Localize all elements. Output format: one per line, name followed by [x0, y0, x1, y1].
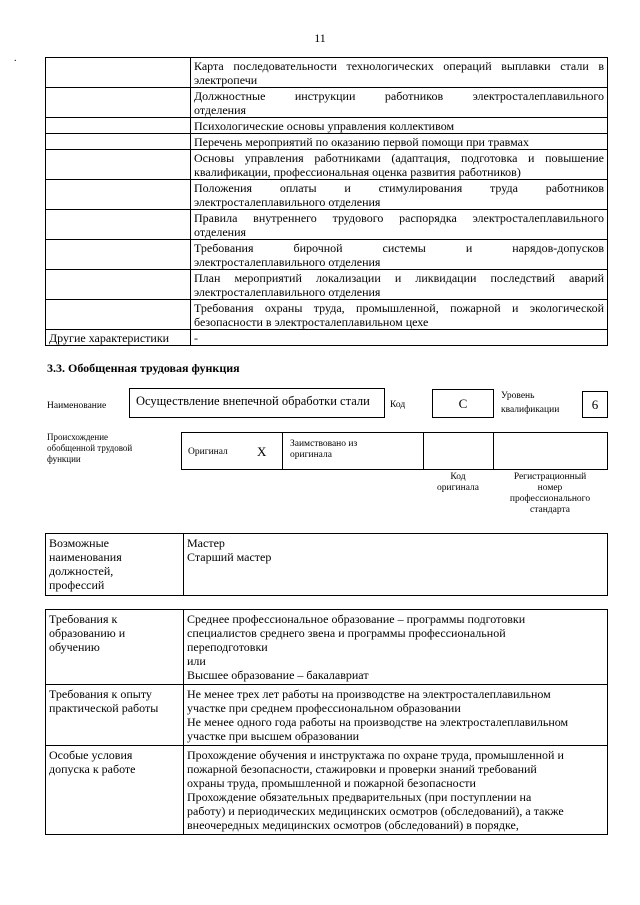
value-line: переподготовки: [187, 640, 268, 654]
borrowed-label-line: Заимствовано из: [290, 439, 358, 449]
label-line: допуска к работе: [49, 762, 136, 776]
knowledge-item: [191, 134, 608, 150]
knowledge-item-line: электросталеплавильного отделения: [194, 285, 381, 299]
knowledge-row-blank: [46, 240, 191, 270]
knowledge-item-line: Положения оплаты и стимулирования труда работников: [194, 181, 604, 195]
admission-label: [46, 746, 184, 835]
knowledge-item-line: Перечень мероприятий по оказанию первой помощи при травмах: [194, 135, 529, 149]
knowledge-row: [46, 58, 608, 88]
value-line: Прохождение обучения и инструктажа по охране труда, промышленной и: [187, 748, 564, 762]
positions-table: [45, 533, 608, 596]
knowledge-row-blank: [46, 58, 191, 88]
positions-label-line: профессий: [49, 578, 105, 592]
name-label: Наименование: [47, 401, 107, 411]
knowledge-row: [46, 180, 608, 210]
reg-caption-line: стандарта: [530, 505, 570, 515]
label-line: Требования к опыту: [49, 687, 152, 701]
knowledge-item-line: Психологические основы управления коллективом: [194, 119, 455, 133]
knowledge-item-line: Требования охраны труда, промышленной, пожарной и экологической: [194, 301, 604, 315]
knowledge-row: [46, 88, 608, 118]
other-characteristics-label: Другие характеристики: [46, 330, 191, 346]
knowledge-row: [46, 240, 608, 270]
knowledge-row: [46, 134, 608, 150]
value-line: охраны труда, промышленной и пожарной безопасности: [187, 776, 476, 790]
knowledge-row-blank: [46, 150, 191, 180]
label-line: Требования к: [49, 612, 118, 626]
positions-label-line: должностей,: [49, 564, 114, 578]
level-box: [582, 391, 608, 418]
knowledge-row-blank: [46, 88, 191, 118]
value-line: Не менее одного года работы на производстве на электросталеплавильном: [187, 715, 569, 729]
knowledge-table: [45, 57, 608, 346]
position-item: Мастер: [187, 536, 225, 550]
knowledge-item-line: электропечи: [194, 73, 258, 87]
borrowed-label-line: оригинала: [290, 450, 332, 460]
section-title: 3.3. Обобщенная трудовая функция: [47, 361, 240, 375]
original-label: Оригинал: [188, 447, 228, 457]
other-characteristics-value: -: [191, 330, 608, 346]
code-value: C: [458, 396, 468, 411]
education-value: [184, 610, 608, 685]
knowledge-row-blank: [46, 210, 191, 240]
other-characteristics-row: [46, 330, 608, 346]
label-line: Особые условия: [49, 748, 133, 762]
code-caption: [422, 472, 494, 494]
code-box: [432, 389, 494, 418]
reg-caption-line: номер: [537, 483, 563, 493]
origin-label-line: Происхождение: [47, 432, 109, 442]
knowledge-row-blank: [46, 134, 191, 150]
knowledge-row: [46, 210, 608, 240]
requirements-table: [45, 609, 608, 835]
value-line: пожарной безопасности, стажировки и проверки знаний требований: [187, 762, 537, 776]
knowledge-item-line: электросталеплавильного отделения: [194, 195, 381, 209]
reg-caption: [492, 472, 608, 516]
knowledge-item: [191, 300, 608, 330]
label-line: образованию и: [49, 626, 126, 640]
knowledge-item: [191, 180, 608, 210]
label-line: практической работы: [49, 701, 159, 715]
knowledge-item: [191, 210, 608, 240]
experience-value: [184, 685, 608, 746]
value-line: Высшее образование – бакалавриат: [187, 668, 369, 682]
knowledge-item: [191, 58, 608, 88]
name-box: [129, 388, 385, 418]
knowledge-item-line: Требования бирочной системы и нарядов-допусков: [194, 241, 604, 255]
value-line: участке при высшем образовании: [187, 729, 360, 743]
reg-caption-line: профессионального: [509, 494, 591, 504]
code-caption-line: оригинала: [437, 483, 479, 493]
knowledge-row-blank: [46, 270, 191, 300]
knowledge-item: [191, 118, 608, 134]
knowledge-item: [191, 240, 608, 270]
knowledge-row: [46, 118, 608, 134]
knowledge-item-line: безопасности в электросталеплавильном цехе: [194, 315, 429, 329]
knowledge-row-blank: [46, 180, 191, 210]
experience-label: [46, 685, 184, 746]
positions-label: [46, 534, 184, 596]
level-label-1: Уровень: [501, 391, 535, 401]
knowledge-item-line: Карта последовательности технологических операций выплавки стали в: [194, 59, 604, 73]
knowledge-item-line: квалификации, профессиональная оценка развития работников): [194, 165, 521, 179]
knowledge-row: [46, 150, 608, 180]
position-item: Старший мастер: [187, 550, 272, 564]
origin-label-line: функции: [47, 454, 81, 464]
knowledge-item-line: Основы управления работниками (адаптация, подготовка и повышение: [194, 151, 604, 165]
positions-values: [184, 534, 608, 596]
knowledge-item: [191, 270, 608, 300]
value-line: специалистов среднего звена и программы профессиональной: [187, 626, 506, 640]
borrowed-label: [290, 439, 357, 461]
value-line: или: [187, 654, 206, 668]
education-row: [46, 610, 608, 685]
corner-mark: .: [14, 53, 17, 64]
knowledge-row-blank: [46, 300, 191, 330]
knowledge-item-line: Должностные инструкции работников электросталеплавильного: [194, 89, 604, 103]
origin-label: [47, 432, 132, 465]
knowledge-item-line: электросталеплавильного отделения: [194, 255, 381, 269]
name-value: Осуществление внепечной обработки стали: [136, 394, 370, 408]
level-value: 6: [591, 397, 599, 412]
label-line: обучению: [49, 640, 100, 654]
value-line: Прохождение обязательных предварительных (при поступлении на: [187, 790, 532, 804]
admission-value: [184, 746, 608, 835]
positions-row: [46, 534, 608, 596]
knowledge-row-blank: [46, 118, 191, 134]
knowledge-item-line: Правила внутреннего трудового распорядка электросталеплавильного: [194, 211, 604, 225]
positions-label-line: Возможные: [49, 536, 109, 550]
knowledge-item-line: отделения: [194, 225, 247, 239]
original-mark: X: [257, 444, 267, 459]
reg-caption-line: Регистрационный: [513, 472, 587, 482]
knowledge-row: [46, 270, 608, 300]
value-line: внеочередных медицинских осмотров (обследований) в порядке,: [187, 818, 519, 832]
value-line: работу) и периодических медицинских осмотров (обследований), а также: [187, 804, 564, 818]
code-caption-line: Код: [450, 472, 466, 482]
knowledge-item-line: отделения: [194, 103, 247, 117]
education-label: [46, 610, 184, 685]
knowledge-item: [191, 150, 608, 180]
page-number: 11: [314, 31, 326, 45]
knowledge-row: [46, 300, 608, 330]
value-line: Среднее профессиональное образование – программы подготовки: [187, 612, 526, 626]
origin-box: [181, 432, 608, 470]
knowledge-item-line: План мероприятий локализации и ликвидации последствий аварий: [194, 271, 604, 285]
value-line: участке при среднем профессиональном образовании: [187, 701, 461, 715]
level-label-2: квалификации: [501, 405, 560, 415]
experience-row: [46, 685, 608, 746]
knowledge-item: [191, 88, 608, 118]
positions-label-line: наименования: [49, 550, 122, 564]
value-line: Не менее трех лет работы на производстве на электросталеплавильном: [187, 687, 551, 701]
admission-row: [46, 746, 608, 835]
origin-label-line: обобщенной трудовой: [47, 443, 133, 453]
code-label: Код: [390, 400, 406, 410]
